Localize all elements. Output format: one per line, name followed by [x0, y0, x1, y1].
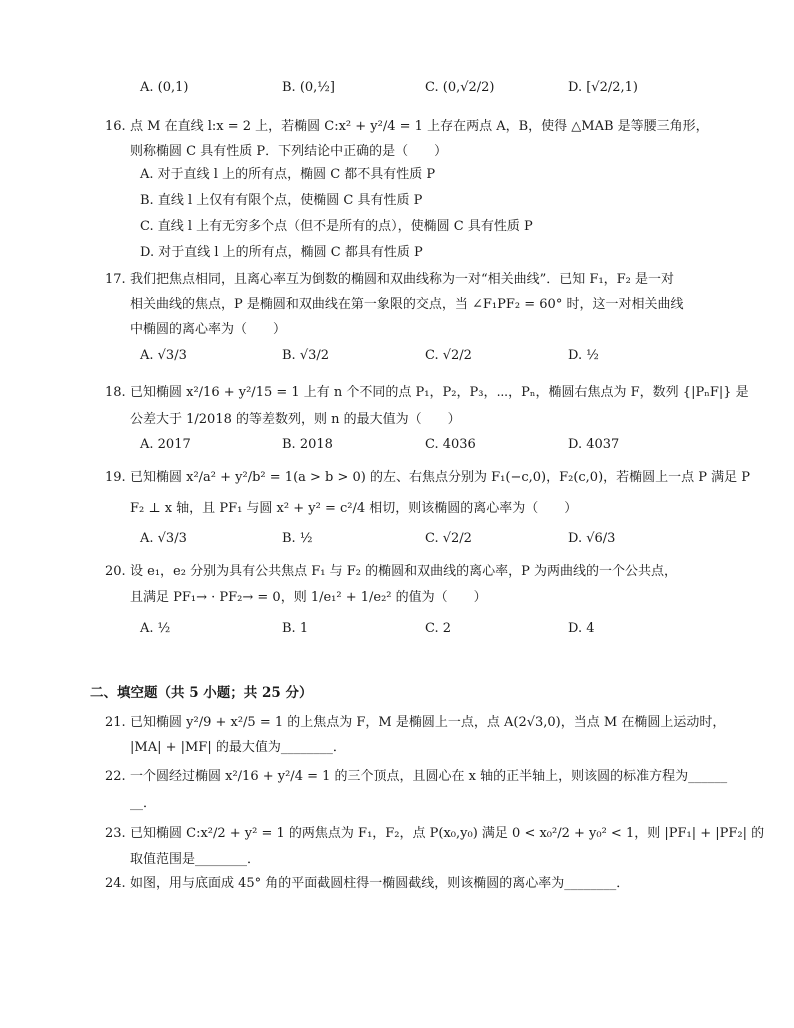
q18-option-c: C. 4036 — [425, 437, 476, 452]
q23-number: 23. — [105, 826, 126, 841]
q20-option-d: D. 4 — [568, 621, 595, 636]
q16-number: 16. — [105, 119, 126, 134]
q19-option-b: B. ½ — [282, 531, 313, 546]
q21-line-2: |MA| + |MF| 的最大值为________． — [130, 740, 346, 755]
q23-line-2: 取值范围是________． — [130, 852, 261, 867]
q17-option-d: D. ½ — [568, 348, 599, 363]
q24-number: 24. — [105, 876, 126, 891]
q16-option-b: B. 直线 l 上仅有有限个点，使椭圆 C 具有性质 P — [140, 193, 423, 208]
q22-number: 22. — [105, 769, 126, 784]
q19-line-2: F₂ ⊥ x 轴，且 PF₁ 与圆 x² + y² = c²/4 相切，则该椭圆的离心率为（ ） — [130, 501, 578, 516]
q20-option-b: B. 1 — [282, 621, 309, 636]
q22-line-2: __． — [130, 796, 157, 811]
q19-number: 19. — [105, 470, 126, 485]
section-fill-in-title: 二、填空题（共 5 小题；共 25 分） — [90, 685, 313, 701]
q21-line-1: 已知椭圆 y²/9 + x²/5 = 1 的上焦点为 F，M 是椭圆上一点，点 A(2√3,0)，当点 M 在椭圆上运动时， — [130, 715, 726, 730]
q15-option-b: B. (0,½] — [282, 80, 335, 95]
q23-line-1: 已知椭圆 C:x²/2 + y² = 1 的两焦点为 F₁，F₂，点 P(x₀,y₀) 满足 0 < x₀²/2 + y₀² < 1，则 |PF₁| + |PF₂| 的 — [130, 826, 765, 841]
q17-line-2: 相关曲线的焦点，P 是椭圆和双曲线在第一象限的交点，当 ∠F₁PF₂ = 60° 时，这一对相关曲线 — [130, 297, 684, 312]
q17-number: 17. — [105, 272, 126, 287]
q20-line-2: 且满足 PF₁→ · PF₂→ = 0，则 1/e₁² + 1/e₂² 的值为（ ） — [130, 590, 487, 605]
q15-option-a: A. (0,1) — [140, 80, 189, 95]
q19-option-d: D. √6/3 — [568, 531, 616, 546]
q18-option-d: D. 4037 — [568, 437, 620, 452]
q18-option-a: A. 2017 — [140, 437, 191, 452]
q16-option-a: A. 对于直线 l 上的所有点，椭圆 C 都不具有性质 P — [140, 167, 436, 182]
q15-option-c: C. (0,√2/2) — [425, 80, 495, 95]
q18-number: 18. — [105, 385, 126, 400]
q18-line-1: 已知椭圆 x²/16 + y²/15 = 1 上有 n 个不同的点 P₁，P₂，P₃，⋯，Pₙ，椭圆右焦点为 F，数列 {|PₙF|} 是 — [130, 385, 749, 400]
q17-option-b: B. √3/2 — [282, 348, 330, 363]
q18-option-b: B. 2018 — [282, 437, 333, 452]
q20-option-a: A. ½ — [140, 621, 171, 636]
q20-line-1: 设 e₁，e₂ 分别为具有公共焦点 F₁ 与 F₂ 的椭圆和双曲线的离心率，P 为两曲线的一个公共点， — [130, 564, 677, 579]
q16-option-c: C. 直线 l 上有无穷多个点（但不是所有的点），使椭圆 C 具有性质 P — [140, 219, 533, 234]
q17-option-c: C. √2/2 — [425, 348, 472, 363]
q17-line-3: 中椭圆的离心率为（ ） — [130, 322, 287, 337]
q19-option-c: C. √2/2 — [425, 531, 472, 546]
q17-line-1: 我们把焦点相同，且离心率互为倒数的椭圆和双曲线称为一对“相关曲线”．已知 F₁，F₂ 是一对 — [130, 272, 675, 287]
q24-line-1: 如图，用与底面成 45° 角的平面截圆柱得一椭圆截线，则该椭圆的离心率为________． — [130, 876, 630, 891]
q22-line-1: 一个圆经过椭圆 x²/16 + y²/4 = 1 的三个顶点，且圆心在 x 轴的正半轴上，则该圆的标准方程为______ — [130, 769, 728, 784]
q16-line-2: 则称椭圆 C 具有性质 P．下列结论中正确的是（ ） — [130, 144, 448, 159]
q20-option-c: C. 2 — [425, 621, 452, 636]
q17-option-a: A. √3/3 — [140, 348, 187, 363]
q19-option-a: A. √3/3 — [140, 531, 187, 546]
q16-line-1: 点 M 在直线 l:x = 2 上，若椭圆 C:x² + y²/4 = 1 上存在两点 A，B，使得 △MAB 是等腰三角形， — [130, 119, 709, 134]
q19-line-1: 已知椭圆 x²/a² + y²/b² = 1(a > b > 0) 的左、右焦点分别为 F₁(−c,0)，F₂(c,0)，若椭圆上一点 P 满足 P — [130, 470, 751, 485]
q20-number: 20. — [105, 564, 126, 579]
q18-line-2: 公差大于 1/2018 的等差数列，则 n 的最大值为（ ） — [130, 412, 461, 427]
q21-number: 21. — [105, 715, 126, 730]
q15-option-d: D. [√2/2,1) — [568, 80, 638, 95]
q16-option-d: D. 对于直线 l 上的所有点，椭圆 C 都具有性质 P — [140, 245, 423, 260]
